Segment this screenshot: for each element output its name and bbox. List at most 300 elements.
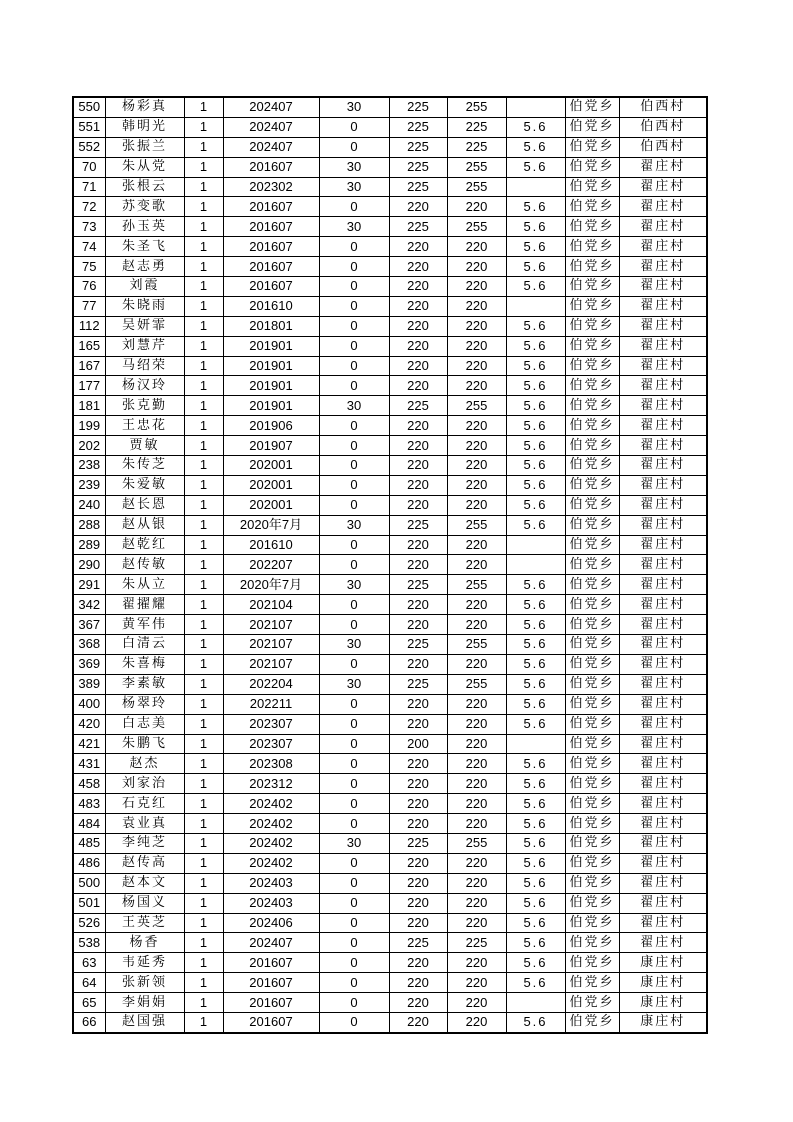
cell-supplement: 0	[319, 336, 389, 356]
cell-supplement: 0	[319, 296, 389, 316]
cell-supplement: 0	[319, 893, 389, 913]
cell-township: 伯党乡	[565, 794, 619, 814]
cell-supplement: 0	[319, 277, 389, 297]
cell-township: 伯党乡	[565, 396, 619, 416]
cell-supplement: 30	[319, 635, 389, 655]
cell-rate: 5.6	[506, 217, 565, 237]
cell-date: 202403	[223, 873, 319, 893]
cell-total: 220	[447, 296, 506, 316]
table-row	[73, 595, 707, 615]
cell-total: 255	[447, 635, 506, 655]
cell-count: 1	[184, 794, 223, 814]
cell-township: 伯党乡	[565, 376, 619, 396]
cell-count: 1	[184, 754, 223, 774]
cell-name: 黄军伟	[105, 615, 184, 635]
cell-id: 181	[73, 396, 105, 416]
cell-supplement: 0	[319, 734, 389, 754]
cell-rate	[506, 535, 565, 555]
cell-date: 201607	[223, 157, 319, 177]
cell-name: 韩明光	[105, 117, 184, 137]
cell-date: 201901	[223, 396, 319, 416]
table-row	[73, 456, 707, 476]
cell-id: 238	[73, 456, 105, 476]
cell-count: 1	[184, 356, 223, 376]
cell-id: 72	[73, 197, 105, 217]
cell-id: 76	[73, 277, 105, 297]
cell-rate: 5.6	[506, 853, 565, 873]
cell-township: 伯党乡	[565, 436, 619, 456]
cell-rate: 5.6	[506, 953, 565, 973]
cell-township: 伯党乡	[565, 615, 619, 635]
cell-village: 翟庄村	[619, 714, 707, 734]
cell-id: 77	[73, 296, 105, 316]
table-row	[73, 993, 707, 1013]
cell-count: 1	[184, 873, 223, 893]
cell-base: 220	[389, 615, 447, 635]
cell-date: 202207	[223, 555, 319, 575]
table-row	[73, 1012, 707, 1032]
cell-id: 538	[73, 933, 105, 953]
cell-supplement: 0	[319, 535, 389, 555]
cell-name: 马绍荣	[105, 356, 184, 376]
cell-id: 177	[73, 376, 105, 396]
cell-count: 1	[184, 376, 223, 396]
cell-count: 1	[184, 575, 223, 595]
cell-id: 288	[73, 515, 105, 535]
cell-name: 李娟娟	[105, 993, 184, 1013]
cell-name: 朱从党	[105, 157, 184, 177]
cell-count: 1	[184, 97, 223, 117]
cell-base: 225	[389, 157, 447, 177]
table-row	[73, 97, 707, 117]
cell-id: 289	[73, 535, 105, 555]
cell-base: 220	[389, 953, 447, 973]
table-row	[73, 475, 707, 495]
cell-date: 201607	[223, 973, 319, 993]
cell-name: 赵传敏	[105, 555, 184, 575]
cell-village: 翟庄村	[619, 615, 707, 635]
table-row	[73, 555, 707, 575]
cell-rate: 5.6	[506, 356, 565, 376]
cell-township: 伯党乡	[565, 734, 619, 754]
cell-village: 翟庄村	[619, 575, 707, 595]
cell-rate: 5.6	[506, 973, 565, 993]
cell-village: 翟庄村	[619, 157, 707, 177]
cell-name: 李纯芝	[105, 833, 184, 853]
cell-count: 1	[184, 475, 223, 495]
cell-total: 220	[447, 754, 506, 774]
cell-total: 255	[447, 396, 506, 416]
cell-date: 202302	[223, 177, 319, 197]
cell-name: 孙玉英	[105, 217, 184, 237]
cell-base: 225	[389, 833, 447, 853]
cell-name: 张新领	[105, 973, 184, 993]
cell-total: 220	[447, 356, 506, 376]
cell-count: 1	[184, 217, 223, 237]
cell-supplement: 0	[319, 774, 389, 794]
cell-township: 伯党乡	[565, 575, 619, 595]
cell-id: 74	[73, 237, 105, 257]
cell-village: 翟庄村	[619, 277, 707, 297]
cell-date: 202407	[223, 97, 319, 117]
cell-total: 255	[447, 575, 506, 595]
cell-count: 1	[184, 316, 223, 336]
cell-count: 1	[184, 555, 223, 575]
cell-id: 112	[73, 316, 105, 336]
cell-name: 杨国义	[105, 893, 184, 913]
cell-village: 翟庄村	[619, 913, 707, 933]
cell-supplement: 0	[319, 754, 389, 774]
cell-township: 伯党乡	[565, 416, 619, 436]
cell-name: 赵从银	[105, 515, 184, 535]
cell-count: 1	[184, 933, 223, 953]
cell-base: 225	[389, 674, 447, 694]
cell-name: 王英芝	[105, 913, 184, 933]
cell-township: 伯党乡	[565, 475, 619, 495]
cell-id: 368	[73, 635, 105, 655]
cell-date: 202307	[223, 734, 319, 754]
cell-id: 526	[73, 913, 105, 933]
cell-id: 420	[73, 714, 105, 734]
cell-base: 220	[389, 456, 447, 476]
cell-base: 220	[389, 893, 447, 913]
cell-rate: 5.6	[506, 515, 565, 535]
cell-township: 伯党乡	[565, 674, 619, 694]
cell-township: 伯党乡	[565, 933, 619, 953]
table-row	[73, 734, 707, 754]
cell-supplement: 0	[319, 456, 389, 476]
cell-supplement: 0	[319, 416, 389, 436]
cell-base: 225	[389, 117, 447, 137]
cell-name: 王忠花	[105, 416, 184, 436]
cell-rate: 5.6	[506, 714, 565, 734]
table-row	[73, 515, 707, 535]
cell-base: 220	[389, 555, 447, 575]
cell-count: 1	[184, 436, 223, 456]
cell-total: 220	[447, 555, 506, 575]
table-row	[73, 754, 707, 774]
cell-supplement: 0	[319, 654, 389, 674]
cell-total: 220	[447, 893, 506, 913]
cell-township: 伯党乡	[565, 257, 619, 277]
cell-village: 翟庄村	[619, 933, 707, 953]
cell-rate: 5.6	[506, 137, 565, 157]
cell-total: 255	[447, 515, 506, 535]
cell-id: 421	[73, 734, 105, 754]
cell-count: 1	[184, 515, 223, 535]
cell-id: 291	[73, 575, 105, 595]
cell-supplement: 0	[319, 237, 389, 257]
cell-base: 220	[389, 754, 447, 774]
cell-supplement: 0	[319, 853, 389, 873]
cell-count: 1	[184, 595, 223, 615]
cell-id: 400	[73, 694, 105, 714]
cell-date: 201607	[223, 197, 319, 217]
table-row	[73, 296, 707, 316]
cell-base: 220	[389, 475, 447, 495]
cell-village: 翟庄村	[619, 853, 707, 873]
cell-name: 朱晓雨	[105, 296, 184, 316]
cell-date: 202402	[223, 794, 319, 814]
cell-village: 翟庄村	[619, 217, 707, 237]
cell-id: 64	[73, 973, 105, 993]
cell-id: 500	[73, 873, 105, 893]
cell-supplement: 0	[319, 913, 389, 933]
cell-date: 201610	[223, 535, 319, 555]
cell-rate: 5.6	[506, 893, 565, 913]
cell-rate: 5.6	[506, 575, 565, 595]
cell-date: 201901	[223, 376, 319, 396]
cell-supplement: 0	[319, 873, 389, 893]
cell-supplement: 0	[319, 794, 389, 814]
cell-id: 165	[73, 336, 105, 356]
cell-name: 赵传高	[105, 853, 184, 873]
cell-id: 75	[73, 257, 105, 277]
cell-rate: 5.6	[506, 237, 565, 257]
table-row	[73, 973, 707, 993]
cell-total: 220	[447, 436, 506, 456]
cell-name: 杨翠玲	[105, 694, 184, 714]
table-row	[73, 356, 707, 376]
table-row	[73, 873, 707, 893]
cell-total: 220	[447, 456, 506, 476]
cell-total: 220	[447, 913, 506, 933]
cell-date: 201607	[223, 953, 319, 973]
cell-village: 翟庄村	[619, 356, 707, 376]
cell-count: 1	[184, 774, 223, 794]
cell-village: 翟庄村	[619, 595, 707, 615]
cell-village: 翟庄村	[619, 456, 707, 476]
cell-village: 翟庄村	[619, 495, 707, 515]
cell-id: 550	[73, 97, 105, 117]
cell-id: 71	[73, 177, 105, 197]
cell-village: 翟庄村	[619, 774, 707, 794]
cell-total: 255	[447, 97, 506, 117]
cell-township: 伯党乡	[565, 237, 619, 257]
cell-rate: 5.6	[506, 336, 565, 356]
cell-village: 翟庄村	[619, 237, 707, 257]
table-body	[73, 97, 707, 1033]
cell-rate: 5.6	[506, 197, 565, 217]
cell-rate: 5.6	[506, 794, 565, 814]
cell-date: 201901	[223, 336, 319, 356]
cell-id: 389	[73, 674, 105, 694]
data-table	[72, 96, 708, 1034]
cell-date: 202402	[223, 833, 319, 853]
cell-supplement: 30	[319, 157, 389, 177]
cell-total: 220	[447, 316, 506, 336]
cell-name: 张根云	[105, 177, 184, 197]
cell-count: 1	[184, 993, 223, 1013]
table-row	[73, 336, 707, 356]
cell-base: 225	[389, 217, 447, 237]
cell-count: 1	[184, 814, 223, 834]
table-row	[73, 217, 707, 237]
cell-total: 225	[447, 137, 506, 157]
cell-total: 220	[447, 1012, 506, 1032]
cell-supplement: 30	[319, 217, 389, 237]
cell-name: 朱从立	[105, 575, 184, 595]
cell-village: 康庄村	[619, 953, 707, 973]
cell-base: 225	[389, 575, 447, 595]
cell-base: 220	[389, 356, 447, 376]
cell-date: 202107	[223, 615, 319, 635]
cell-count: 1	[184, 615, 223, 635]
cell-total: 255	[447, 177, 506, 197]
cell-township: 伯党乡	[565, 1012, 619, 1032]
table-row	[73, 177, 707, 197]
cell-id: 551	[73, 117, 105, 137]
cell-village: 翟庄村	[619, 754, 707, 774]
cell-supplement: 0	[319, 137, 389, 157]
cell-supplement: 30	[319, 396, 389, 416]
table-row	[73, 376, 707, 396]
cell-village: 翟庄村	[619, 833, 707, 853]
cell-township: 伯党乡	[565, 535, 619, 555]
cell-id: 199	[73, 416, 105, 436]
cell-date: 202307	[223, 714, 319, 734]
cell-date: 202001	[223, 475, 319, 495]
cell-id: 483	[73, 794, 105, 814]
cell-base: 225	[389, 396, 447, 416]
cell-name: 赵乾红	[105, 535, 184, 555]
table-row	[73, 157, 707, 177]
cell-total: 220	[447, 694, 506, 714]
cell-supplement: 0	[319, 933, 389, 953]
cell-id: 66	[73, 1012, 105, 1032]
cell-supplement: 30	[319, 515, 389, 535]
cell-count: 1	[184, 197, 223, 217]
cell-base: 220	[389, 316, 447, 336]
cell-township: 伯党乡	[565, 117, 619, 137]
cell-total: 220	[447, 953, 506, 973]
table-row	[73, 316, 707, 336]
cell-rate: 5.6	[506, 396, 565, 416]
cell-supplement: 0	[319, 316, 389, 336]
cell-rate: 5.6	[506, 913, 565, 933]
cell-village: 翟庄村	[619, 316, 707, 336]
cell-total: 220	[447, 873, 506, 893]
cell-total: 220	[447, 714, 506, 734]
cell-village: 翟庄村	[619, 296, 707, 316]
cell-count: 1	[184, 893, 223, 913]
cell-supplement: 0	[319, 694, 389, 714]
cell-count: 1	[184, 416, 223, 436]
cell-count: 1	[184, 953, 223, 973]
cell-township: 伯党乡	[565, 316, 619, 336]
cell-village: 伯西村	[619, 97, 707, 117]
cell-name: 杨汉玲	[105, 376, 184, 396]
table-row	[73, 953, 707, 973]
table-row	[73, 257, 707, 277]
cell-rate: 5.6	[506, 1012, 565, 1032]
cell-base: 220	[389, 853, 447, 873]
cell-village: 翟庄村	[619, 654, 707, 674]
cell-name: 李素敏	[105, 674, 184, 694]
table-row	[73, 495, 707, 515]
cell-total: 220	[447, 853, 506, 873]
cell-total: 220	[447, 197, 506, 217]
cell-total: 225	[447, 933, 506, 953]
cell-name: 赵杰	[105, 754, 184, 774]
cell-township: 伯党乡	[565, 893, 619, 913]
cell-count: 1	[184, 396, 223, 416]
cell-date: 202107	[223, 654, 319, 674]
cell-village: 翟庄村	[619, 694, 707, 714]
cell-total: 220	[447, 336, 506, 356]
cell-count: 1	[184, 296, 223, 316]
cell-name: 赵长恩	[105, 495, 184, 515]
cell-base: 200	[389, 734, 447, 754]
cell-village: 翟庄村	[619, 336, 707, 356]
cell-base: 220	[389, 495, 447, 515]
cell-date: 202001	[223, 456, 319, 476]
cell-village: 翟庄村	[619, 814, 707, 834]
cell-supplement: 0	[319, 197, 389, 217]
cell-base: 220	[389, 654, 447, 674]
table-row	[73, 635, 707, 655]
cell-date: 201801	[223, 316, 319, 336]
cell-township: 伯党乡	[565, 833, 619, 853]
cell-rate: 5.6	[506, 475, 565, 495]
cell-total: 255	[447, 217, 506, 237]
cell-count: 1	[184, 336, 223, 356]
cell-base: 225	[389, 635, 447, 655]
cell-township: 伯党乡	[565, 296, 619, 316]
cell-date: 201607	[223, 1012, 319, 1032]
cell-township: 伯党乡	[565, 814, 619, 834]
cell-supplement: 30	[319, 833, 389, 853]
table-row	[73, 535, 707, 555]
cell-name: 朱鹏飞	[105, 734, 184, 754]
cell-township: 伯党乡	[565, 515, 619, 535]
cell-supplement: 0	[319, 356, 389, 376]
cell-rate: 5.6	[506, 316, 565, 336]
cell-date: 202204	[223, 674, 319, 694]
cell-count: 1	[184, 495, 223, 515]
table-row	[73, 674, 707, 694]
cell-count: 1	[184, 654, 223, 674]
cell-total: 255	[447, 157, 506, 177]
cell-rate	[506, 296, 565, 316]
cell-id: 63	[73, 953, 105, 973]
cell-count: 1	[184, 674, 223, 694]
cell-name: 张振兰	[105, 137, 184, 157]
cell-date: 2020年7月	[223, 515, 319, 535]
cell-base: 220	[389, 973, 447, 993]
cell-base: 220	[389, 237, 447, 257]
cell-township: 伯党乡	[565, 694, 619, 714]
cell-date: 201607	[223, 257, 319, 277]
cell-date: 201607	[223, 993, 319, 1013]
cell-village: 伯西村	[619, 137, 707, 157]
cell-village: 翟庄村	[619, 535, 707, 555]
cell-date: 202407	[223, 117, 319, 137]
table-row	[73, 774, 707, 794]
cell-base: 220	[389, 794, 447, 814]
cell-township: 伯党乡	[565, 217, 619, 237]
cell-date: 201907	[223, 436, 319, 456]
cell-base: 220	[389, 814, 447, 834]
cell-id: 65	[73, 993, 105, 1013]
cell-township: 伯党乡	[565, 456, 619, 476]
cell-base: 220	[389, 774, 447, 794]
cell-supplement: 0	[319, 495, 389, 515]
cell-total: 220	[447, 993, 506, 1013]
cell-base: 225	[389, 177, 447, 197]
cell-village: 伯西村	[619, 117, 707, 137]
table-row	[73, 396, 707, 416]
